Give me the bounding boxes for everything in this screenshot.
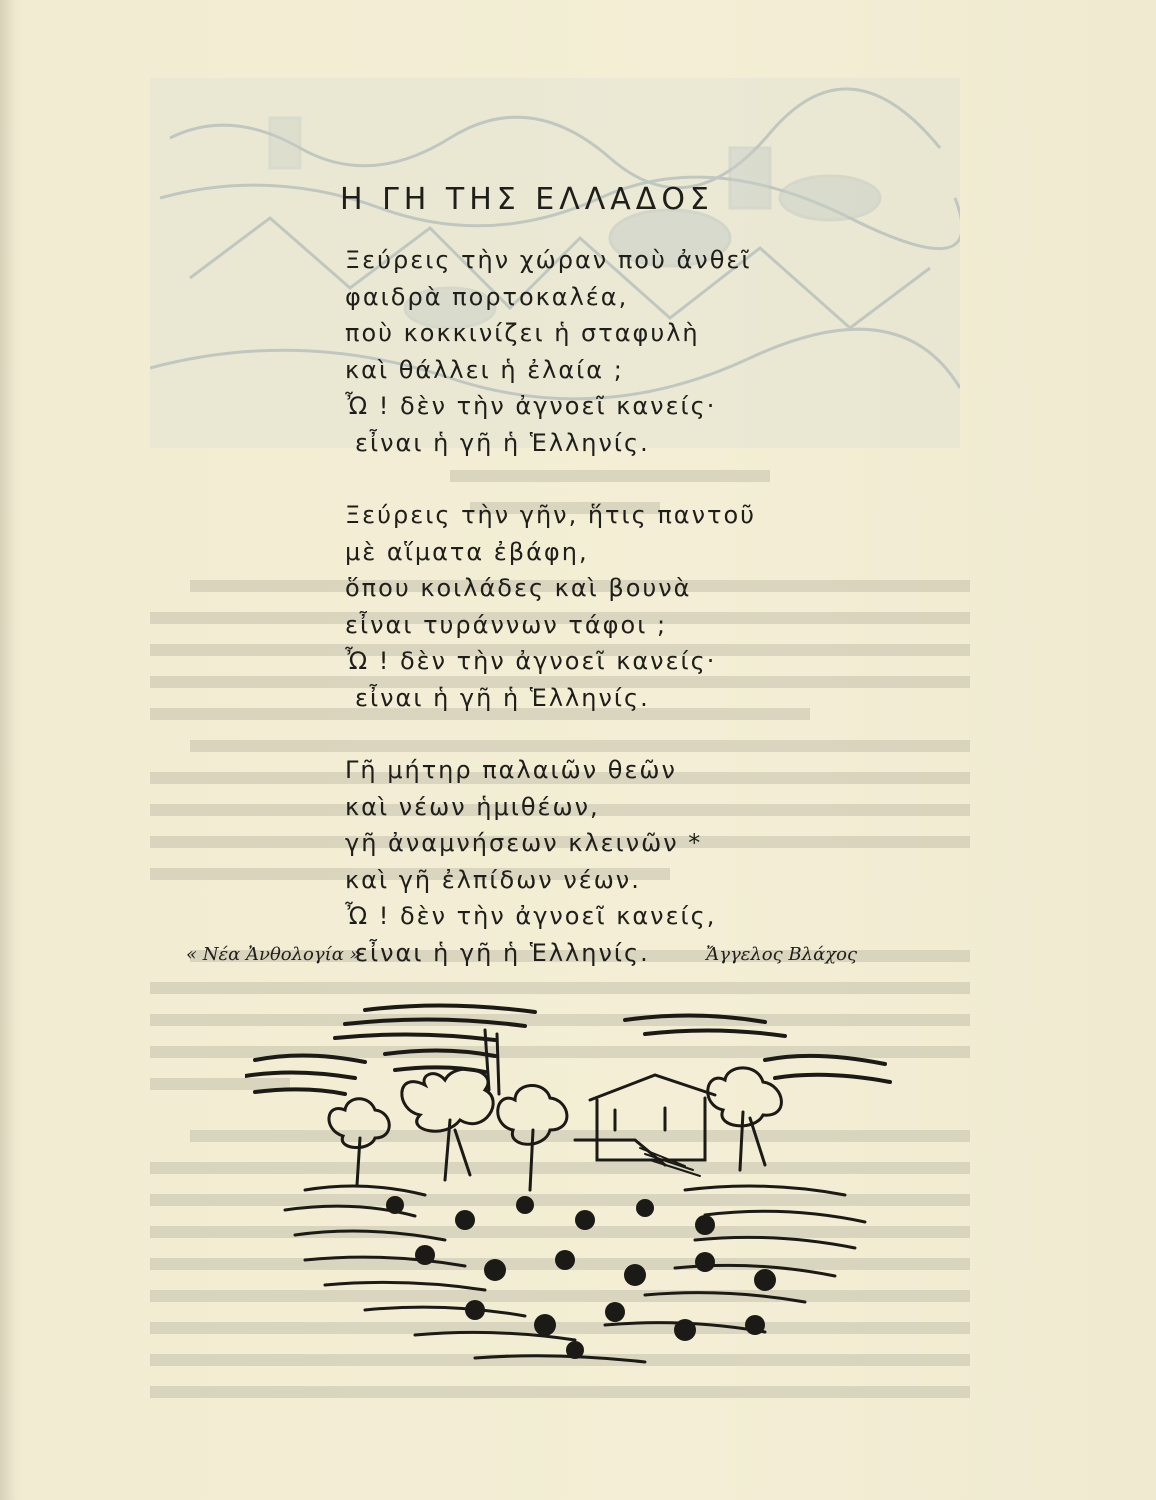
stanza bbox=[345, 752, 756, 971]
poem-line: μὲ αἵματα ἐβάφη, bbox=[345, 537, 589, 566]
poem-line: φαιδρὰ πορτοκαλέα, bbox=[345, 282, 629, 311]
poem-author: Ἄγγελος Βλάχος bbox=[706, 944, 858, 965]
poem-line: Ὦ ! δὲν τὴν ἀγνοεῖ κανείς· bbox=[345, 647, 717, 675]
poem-line: Ὦ ! δὲν τὴν ἀγνοεῖ κανείς· bbox=[345, 392, 717, 420]
poem-line: εἶναι ἡ γῆ ἡ Ἑλληνίς. bbox=[355, 938, 650, 967]
poem-source: « Νέα Ἀνθολογία » bbox=[186, 944, 361, 965]
poem-line: Ὦ ! δὲν τὴν ἀγνοεῖ κανείς, bbox=[345, 902, 717, 930]
poem-line: εἶναι τυράννων τάφοι ; bbox=[345, 610, 668, 639]
poem-line: Ξεύρεις τὴν γῆν, ἥτις παντοῦ bbox=[345, 501, 757, 529]
stanza bbox=[345, 497, 756, 716]
poem-line: ποὺ κοκκινίζει ἡ σταφυλὴ bbox=[345, 319, 700, 347]
poem-line: εἶναι ἡ γῆ ἡ Ἑλληνίς. bbox=[355, 428, 650, 457]
poem-line: καὶ νέων ἡμιθέων, bbox=[345, 792, 600, 821]
page-binding-shadow bbox=[0, 0, 14, 1500]
stanza bbox=[345, 242, 756, 461]
poem-line: καὶ γῆ ἐλπίδων νέων. bbox=[345, 865, 641, 894]
poem-body bbox=[345, 242, 756, 1007]
poem-line: Γῆ μήτηρ παλαιῶν θεῶν bbox=[345, 756, 677, 784]
woodcut-illustration bbox=[245, 990, 895, 1390]
poem-line: εἶναι ἡ γῆ ἡ Ἑλληνίς. bbox=[355, 683, 650, 712]
poem-line: γῆ ἀναμνήσεων κλεινῶν * bbox=[345, 829, 703, 857]
poem-line: ὅπου κοιλάδες καὶ βουνὰ bbox=[345, 574, 692, 602]
poem-line: Ξεύρεις τὴν χώραν ποὺ ἀνθεῖ bbox=[345, 246, 752, 274]
poem-line: καὶ θάλλει ἡ ἐλαία ; bbox=[345, 355, 624, 384]
poem-title: Η ΓΗ ΤΗΣ ΕΛΛΑΔΟΣ bbox=[340, 182, 714, 217]
